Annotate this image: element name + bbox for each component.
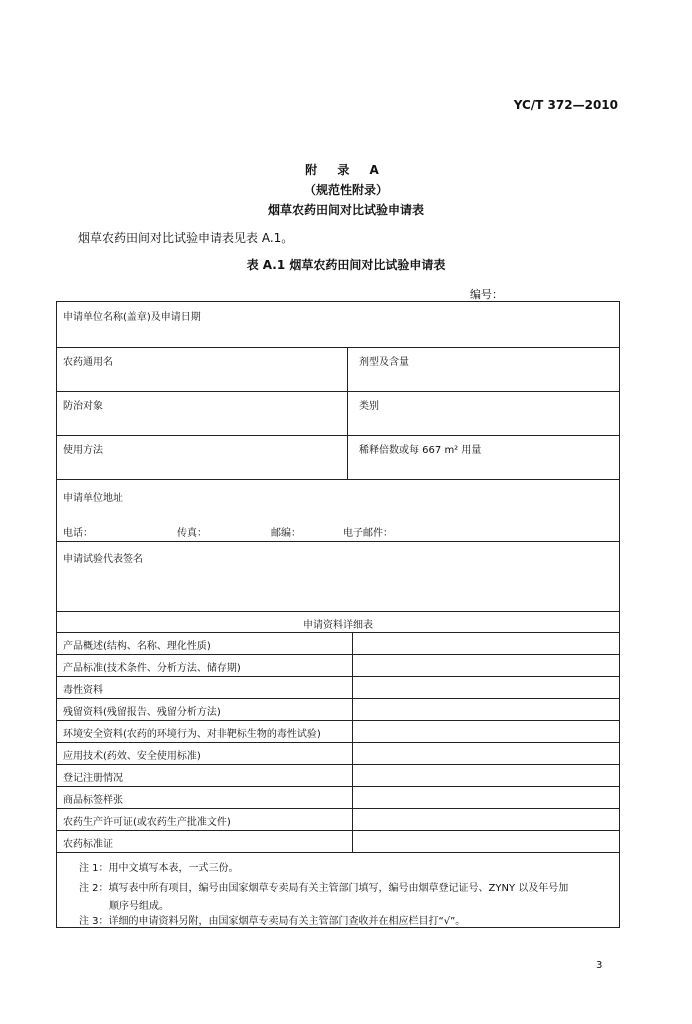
row-divider <box>57 830 619 831</box>
detail-item: 环境安全资料(农药的环境行为、对非靶标生物的毒性试验) <box>63 729 321 740</box>
detail-item: 产品标准(技术条件、分析方法、储存期) <box>63 663 241 674</box>
row-divider <box>57 479 619 480</box>
detail-item: 登记注册情况 <box>63 773 123 784</box>
row-divider <box>57 541 619 542</box>
pesticide-name-label: 农药通用名 <box>63 357 113 368</box>
row-divider <box>57 654 619 655</box>
row-divider <box>57 808 619 809</box>
email-label: 电子邮件： <box>343 528 393 539</box>
detail-item: 毒性资料 <box>63 685 103 696</box>
application-form-table <box>56 301 620 928</box>
intro-text: 烟草农药田间对比试验申请表见表 A.1。 <box>78 231 294 245</box>
row-divider <box>57 347 619 348</box>
row-divider <box>57 611 619 612</box>
category-label: 类别 <box>359 401 379 412</box>
representative-signature-label: 申请试验代表签名 <box>63 554 143 565</box>
details-table-title: 申请资料详细表 <box>303 620 373 631</box>
detail-item: 应用技术(药效、安全使用标准) <box>63 751 201 762</box>
postcode-label: 邮编： <box>271 528 301 539</box>
applicant-address-label: 申请单位地址 <box>63 493 123 504</box>
detail-item: 商品标签样张 <box>63 795 123 806</box>
annex-type: （规范性附录） <box>303 183 388 197</box>
row-divider <box>57 852 619 853</box>
row-divider <box>57 742 619 743</box>
annex-title: 附 录 A <box>305 163 387 177</box>
row-divider <box>57 764 619 765</box>
row-divider <box>57 391 619 392</box>
detail-item: 农药生产许可证(或农药生产批准文件) <box>63 817 231 828</box>
fax-label: 传真： <box>177 528 207 539</box>
document-code: YC/T 372—2010 <box>513 98 618 112</box>
page-number: 3 <box>596 960 603 971</box>
usage-method-label: 使用方法 <box>63 445 103 456</box>
row-divider <box>57 786 619 787</box>
detail-item: 农药标准证 <box>63 839 113 850</box>
formulation-content-label: 剂型及含量 <box>359 357 409 368</box>
phone-label: 电话： <box>63 528 93 539</box>
detail-item: 产品概述(结构、名称、理化性质) <box>63 641 211 652</box>
serial-number-label: 编号： <box>470 288 503 301</box>
note-1: 注 1：用中文填写本表，一式三份。 <box>79 863 239 874</box>
note-2-line-1: 注 2：填写表中所有项目，编号由国家烟草专卖局有关主管部门填写，编号由烟草登记证号、ZYNY 以及年号加 <box>79 883 569 894</box>
row-divider <box>57 632 619 633</box>
detail-item: 残留资料(残留报告、残留分析方法) <box>63 707 221 718</box>
applicant-name-date-label: 申请单位名称(盖章)及申请日期 <box>63 312 201 323</box>
note-3: 注 3：详细的申请资料另附，由国家烟草专卖局有关主管部门查收并在相应栏目打“√”。 <box>79 916 466 927</box>
annex-name: 烟草农药田间对比试验申请表 <box>267 203 424 217</box>
row-divider <box>57 676 619 677</box>
row-divider <box>57 435 619 436</box>
dilution-label: 稀释倍数或每 667 m² 用量 <box>359 445 482 456</box>
note-2-line-2: 顺序号组成。 <box>109 901 169 912</box>
control-target-label: 防治对象 <box>63 401 103 412</box>
row-divider <box>57 698 619 699</box>
row-divider <box>57 720 619 721</box>
column-divider <box>352 632 353 852</box>
column-divider <box>347 347 348 479</box>
table-caption: 表 A.1 烟草农药田间对比试验申请表 <box>246 258 446 272</box>
